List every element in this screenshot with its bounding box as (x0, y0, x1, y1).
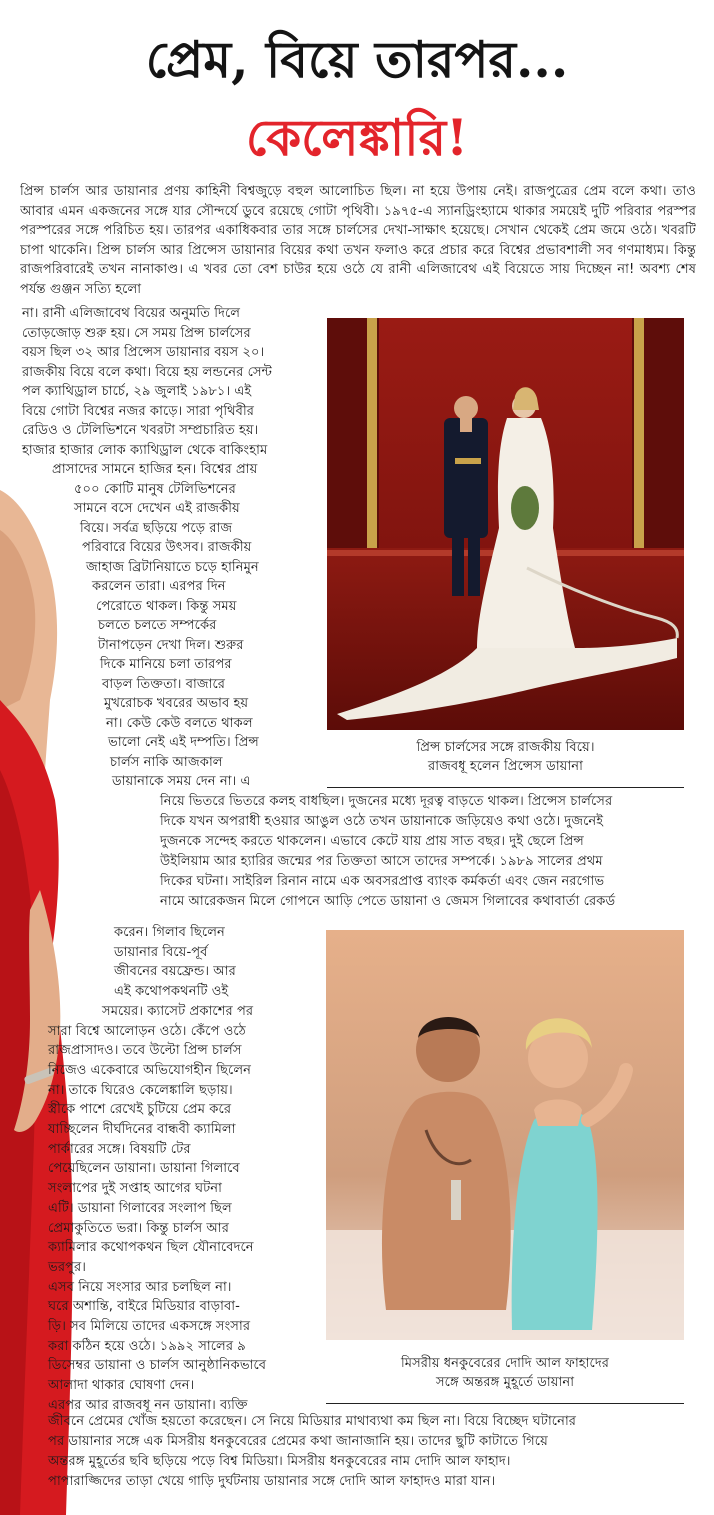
dodi-caption-line-2: সঙ্গে অন্তরঙ্গ মুহূর্তে ডায়ানা (435, 1375, 575, 1390)
text-line: দিকে মানিয়ে চলা তারপর (100, 657, 232, 672)
text-line: প্রেমাকুতিতে ভরা। কিন্তু চার্লস আর (48, 1220, 230, 1236)
text-line: হাজার হাজার লোক ক্যাথিড্রাল থেকে বাকিংহাম (22, 442, 268, 458)
text-line: উইলিয়াম আর হ্যারির জন্মের পর তিক্ততা আসে তাদের সম্পর্কে। ১৯৮৯ সালের প্রথম (160, 854, 603, 869)
text-line: পর ডায়ানার সঙ্গে এক মিসরীয় ধনকুবেরের প্রেমের কথা জানাজানি হয়। তাদের ছুটি কাটাতে গিয়ে (48, 1434, 548, 1449)
text-line: নিজেও একেবারে অভিযোগহীন ছিলেন (48, 1062, 252, 1078)
wedding-caption-line-2: রাজবধূ হলেন প্রিন্সেস ডায়ানা (428, 759, 583, 774)
article-column-3 (48, 923, 328, 1416)
text-line: পেয়েছিলেন ডায়ানা। ডায়ানা গিলাবে (48, 1161, 240, 1177)
text-line: তোড়জোড় শুরু হয়। সে সময় প্রিন্স চার্লসের (22, 325, 251, 341)
text-line: রাজকীয় বিয়ে বলে কথা। বিয়ে হয় লন্ডনের সেন্ট (22, 364, 273, 380)
article-column-4 (48, 1412, 698, 1492)
text-line: পল ক্যাথিড্রাল চার্চে, ২৯ জুলাই ১৯৮১। এই (22, 384, 252, 399)
wedding-caption (327, 738, 684, 776)
text-line: সামনে বসে দেখেন এই রাজকীয় (74, 501, 240, 516)
text-line: টানাপড়েন দেখা দিল। শুরুর (98, 637, 244, 653)
headline-subtitle: কেলেঙ্কারি! (245, 108, 469, 167)
text-line: করা কঠিন হয়ে ওঠে। ১৯৯২ সালের ৯ (48, 1338, 246, 1354)
text-line: জীবনের বয়ফ্রেন্ড। আর (114, 964, 236, 980)
text-line: এরপর আর রাজবধূ নন ডায়ানা। ব্যক্তি (48, 1397, 248, 1413)
text-line: এই কথোপকথনটি ওই (114, 984, 229, 1000)
text-line: বিয়ে। সর্বত্র ছড়িয়ে পড়ে রাজ (80, 520, 233, 536)
text-line: করলেন তারা। এরপর দিন (92, 579, 226, 594)
text-line: করেন। গিলাব ছিলেন (114, 925, 225, 940)
text-line: পার্কারের সঙ্গে। বিষয়টি টের (48, 1141, 191, 1157)
text-line: দুজনকে সন্দেহ করতে থাকলেন। এভাবে কেটে যায় প্রায় সাত বছর। দুই ছেলে প্রিন্স (160, 834, 584, 849)
text-line: পাপারাজ্জিদের তাড়া খেয়ে গাড়ি দুর্ঘটনায় ডায়ানার সঙ্গে দোদি আল ফাহাদও মারা যান। (48, 1474, 496, 1489)
royal-wedding-photo (327, 318, 684, 730)
text-line: এসব নিয়ে সংসার আর চলছিল না। (48, 1279, 232, 1295)
text-line: দিকের ঘটনা। সাইরিল রিনান নামে এক অবসরপ্রাপ্ত ব্যাংক কর্মকর্তা এবং জেন নরগোভ (160, 874, 605, 889)
caption-divider-1 (327, 787, 684, 788)
text-line: নিয়ে ভিতরে ভিতরে কলহ বাধছিল। দুজনের মধ্যে দূরত্ব বাড়তে থাকল। প্রিন্সেস চার্লসের (160, 794, 613, 809)
text-line: চার্লস নাকি আজকাল (110, 754, 223, 770)
text-line: বাড়ল তিক্ততা। বাজারে (102, 676, 226, 692)
text-line: ক্যামিলার কথোপকথন ছিল যৌনাবেদনে (48, 1240, 254, 1256)
text-line: ডায়ানার বিয়ে-পূর্ব (114, 944, 208, 960)
text-line: এটি। ডায়ানা গিলাবের সংলাপ ছিল (48, 1200, 232, 1216)
text-line: বিয়ে গোটা বিশ্বের নজর কাড়ে। সারা পৃথিবীর (22, 403, 255, 419)
text-line: চলতে চলতে সম্পর্কের (98, 618, 217, 633)
text-line: সংলাপের দুই সপ্তাহ আগের ঘটনা (48, 1181, 223, 1197)
text-line: নামে আরেকজন মিলে গোপনে আড়ি পেতে ডায়ানা ও জেমস গিলাবের কথাবার্তা রেকর্ড (160, 894, 616, 909)
diana-dodi-photo (326, 930, 684, 1340)
text-line: রেডিও ও টেলিভিশনে খবরটা সম্প্রচারিত হয়। (22, 423, 259, 438)
article-column-2 (160, 792, 690, 912)
text-line: না। রানী এলিজাবেথ বিয়ের অনুমতি দিলে (22, 306, 241, 321)
text-line: অন্তরঙ্গ মুহূর্তের ছবি ছড়িয়ে পড়ে বিশ্ব মিডিয়া। মিসরীয় ধনকুবেরের নাম দোদি আল ফাহাদ। (48, 1454, 511, 1469)
text-line: ডিসেম্বর ডায়ানা ও চার্লস আনুষ্ঠানিকভাবে (48, 1358, 267, 1374)
text-line: আলাদা থাকার ঘোষণা দেন। (48, 1378, 195, 1394)
dodi-caption (326, 1354, 684, 1392)
text-line: ভালো নেই এই দম্পতি। প্রিন্স (108, 735, 259, 750)
text-line: সময়ের। ক্যাসেট প্রকাশের পর (102, 1003, 254, 1019)
text-line: না। কেউ কেউ বলতে থাকল (106, 715, 253, 731)
text-line: ড়ি। সব মিলিয়ে তাদের একসঙ্গে সংসার (48, 1319, 251, 1335)
text-line: বয়স ছিল ৩২ আর প্রিন্সেস ডায়ানার বয়স ২০। (22, 345, 265, 360)
text-line: ৫০০ কোটি মানুষ টেলিভিশনের (74, 481, 236, 497)
text-line: না। তাকে ঘিরেও কেলেঙ্কালি ছড়ায়। (48, 1082, 233, 1098)
text-line: জাহাজ ব্রিটানিয়াতে চড়ে হানিমুন (86, 559, 259, 575)
headline-title: প্রেম, বিয়ে তারপর... (145, 30, 569, 89)
text-line: সারা বিশ্বে আলোড়ন ওঠে। কেঁপে ওঠে (48, 1023, 246, 1039)
text-line: দিকে যখন অপরাধী হওয়ার আঙুল ওঠে তখন ডায়ানাকে জড়িয়েও কথা ওঠে। দুজনেই (160, 814, 604, 829)
dodi-caption-line-1: মিসরীয় ধনকুবেরের দোদি আল ফাহাদের (400, 1356, 609, 1371)
article-column-1 (22, 304, 332, 792)
caption-divider-2 (326, 1403, 684, 1404)
wedding-caption-line-1: প্রিন্স চার্লসের সঙ্গে রাজকীয় বিয়ে। (416, 740, 595, 755)
text-line: রাজপ্রাসাদও। তবে উল্টো প্রিন্স চার্লস (48, 1043, 242, 1059)
text-line: ডায়ানাকে সময় দেন না। এ (112, 774, 251, 789)
text-line: ভরপুর। (48, 1259, 87, 1275)
text-line: প্রাসাদের সামনে হাজির হন। বিশ্বের প্রায় (52, 462, 258, 477)
text-line: পরিবারে বিয়ের উৎসব। রাজকীয় (82, 540, 252, 555)
text-line: মুখরোচক খবরের অভাব হয় (104, 696, 249, 711)
text-line: ঘরে অশান্তি, বাইরে মিডিয়ার বাড়াবা- (48, 1299, 240, 1315)
text-line: জীবনে প্রেমের খোঁজ হয়তো করেছেন। সে নিয়ে মিডিয়ার মাথাব্যথা কম ছিল না। বিয়ে বিচ্ছেদ ঘটানোর (48, 1414, 577, 1429)
text-line: যাচ্ছিলেন দীর্ঘদিনের বান্ধবী ক্যামিলা (48, 1122, 236, 1138)
intro-paragraph: প্রিন্স চার্লস আর ডায়ানার প্রণয় কাহিনী বিশ্বজুড়ে বহুল আলোচিত ছিল। না হয়ে উপায় নেই। রাজপুত্রের প্রেম বলে কথা। তাও আবার এমন একজনের সঙ্গে যার সৌন্দর্যে ডুবে রয়েছে গোটা পৃথিবী। ১৯৭৫-এ স্যানড্রিংহ্যামে থাকার সময়েই দুটি পরিবার পরস্পর পরস্পরের সঙ্গে পরিচিত হয়। তারপর একাধিকবার তার সঙ্গে চার্লসের দেখা-সাক্ষাৎ হয়েছে। সেখান থেকেই প্রেম জমে ওঠে। খবরটি চাপা থাকেনি। প্রিন্স চার্লস আর প্রিন্সেস ডায়ানার বিয়ের কথা তখন ফলাও করে প্রচার করে বিশ্বের প্রভাবশালী সব গণমাধ্যম। কিন্তু রাজপরিবারেই তখন নানাকাণ্ড। এ খবর তো বেশ চাউর হয়ে ওঠে যে রানী এলিজাবেথ এই বিয়েতে সায় দিচ্ছেন না! অবশ্য শেষ পর্যন্ত গুঞ্জন সত্যি হলো (20, 184, 696, 297)
text-line: পেরোতে থাকল। কিন্তু সময় (96, 598, 237, 614)
text-line: স্ত্রীকে পাশে রেখেই চুটিয়ে প্রেম করে (48, 1102, 232, 1118)
